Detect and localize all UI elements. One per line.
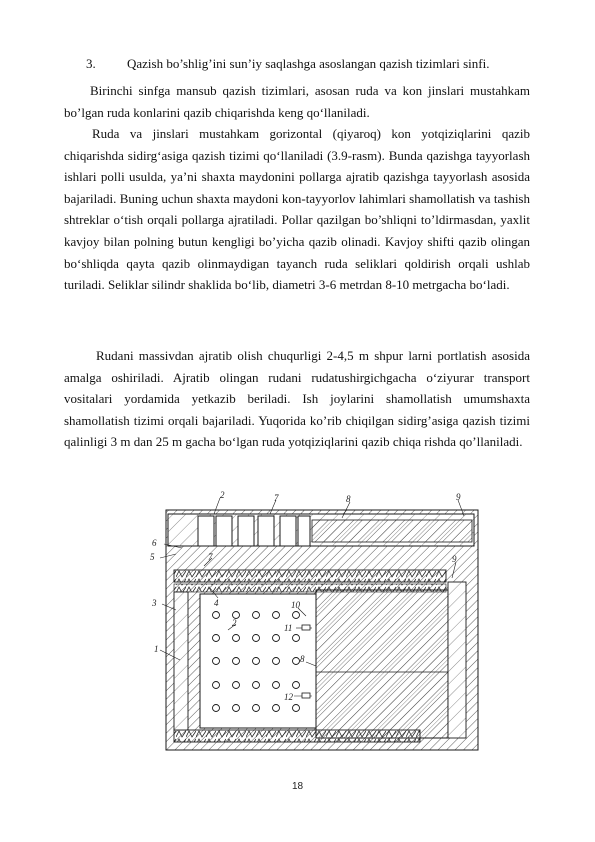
paragraph-text: Ruda va jinslari mustahkam gorizontal (qiyaroq) kon yotqiziqlarini qazib chiqarishda sidirg‘asiga qazish tizimi qo‘llaniladi (3.9-rasm). Bunda qazishga tayyorlash ishlari polli usulda, ya’ni shaxta maydonini pollarga ajratib qazishga tayyorlash asosida bajariladi. Buning uchun shaxta maydoni kon-tayyorlov lahimlari shamollatish va tashish shtreklar o‘tish orqali pollarga ajratiladi. Pollar qazilgan bo’shliqni to’ldirmasdan, yaxlit kavjoy bilan polning butun kengligi bo’yicha qazib olinadi. Kavjoy shifti qazib olingan bo‘shliqda qayta qazib olinmaydigan tayanch ruda seliklari qoldirish orqali ushlab turiladi. Seliklar silindr shaklida bo‘lib, diametri 3-6 metrdan 8-10 metrgacha bo‘ladi. [64,126,530,293]
callout-7-top: 7 [274,493,279,503]
callout-9-right: 9 [452,554,457,564]
callout-2: 2 [220,490,225,500]
section-title: Qazish bo’shlig’ini sun’iy saqlashga asoslangan qazish tizimlari sinfi. [127,56,490,71]
ventilation-drift-top [174,570,446,592]
bottom-drift [174,730,420,742]
callout-5: 5 [150,552,155,562]
paragraph-text: Rudani massivdan ajratib olish chuqurligi 2-4,5 m shpur larni portlatish asosida amalga oshiriladi. Ajratib olingan rudani rudatushirgichgacha o‘ziyurar transport vositalari yordamida yetkazib beriladi. Ish joylarini shamollatish umumshaxta shamollatish tizimi orqali bajariladi. Yuqorida ko’rib chiqilgan sidirg’asiga qazish tizimi qalinligi 3 m dan 25 m gacha bo‘lgan ruda yotqiziqlarini qazib chiqa rishda qo’llaniladi. [64,348,530,450]
paragraph-2 [64,123,530,296]
mining-system-diagram [146,490,482,756]
callout-8-side: 8 [300,654,305,664]
paragraph-3 [64,345,530,453]
paragraph-1 [64,80,530,123]
callout-12: 12 [284,692,293,702]
callout-7-left: 7 [208,552,213,562]
active-stope [200,594,316,728]
paragraph-text: Birinchi sinfga mansub qazish tizimlari, asosan ruda va kon jinslari mustahkam bo’lgan ruda konlarini qazib chiqarishda keng qo‘llaniladi. [64,83,530,120]
callout-2-stope: 2 [232,618,237,628]
section-number: 3. [86,56,96,71]
diagram-svg [146,490,482,756]
callout-8-top: 8 [346,494,351,504]
callout-1: 1 [154,644,159,654]
callout-11: 11 [284,623,293,633]
section-heading [86,55,546,73]
callout-6: 6 [152,538,157,548]
callout-3: 3 [152,598,157,608]
mined-out-panel [316,590,448,738]
callout-10: 10 [291,600,300,610]
callout-9-top: 9 [456,492,461,502]
page-number: 18 [291,781,304,792]
callout-4: 4 [214,598,219,608]
